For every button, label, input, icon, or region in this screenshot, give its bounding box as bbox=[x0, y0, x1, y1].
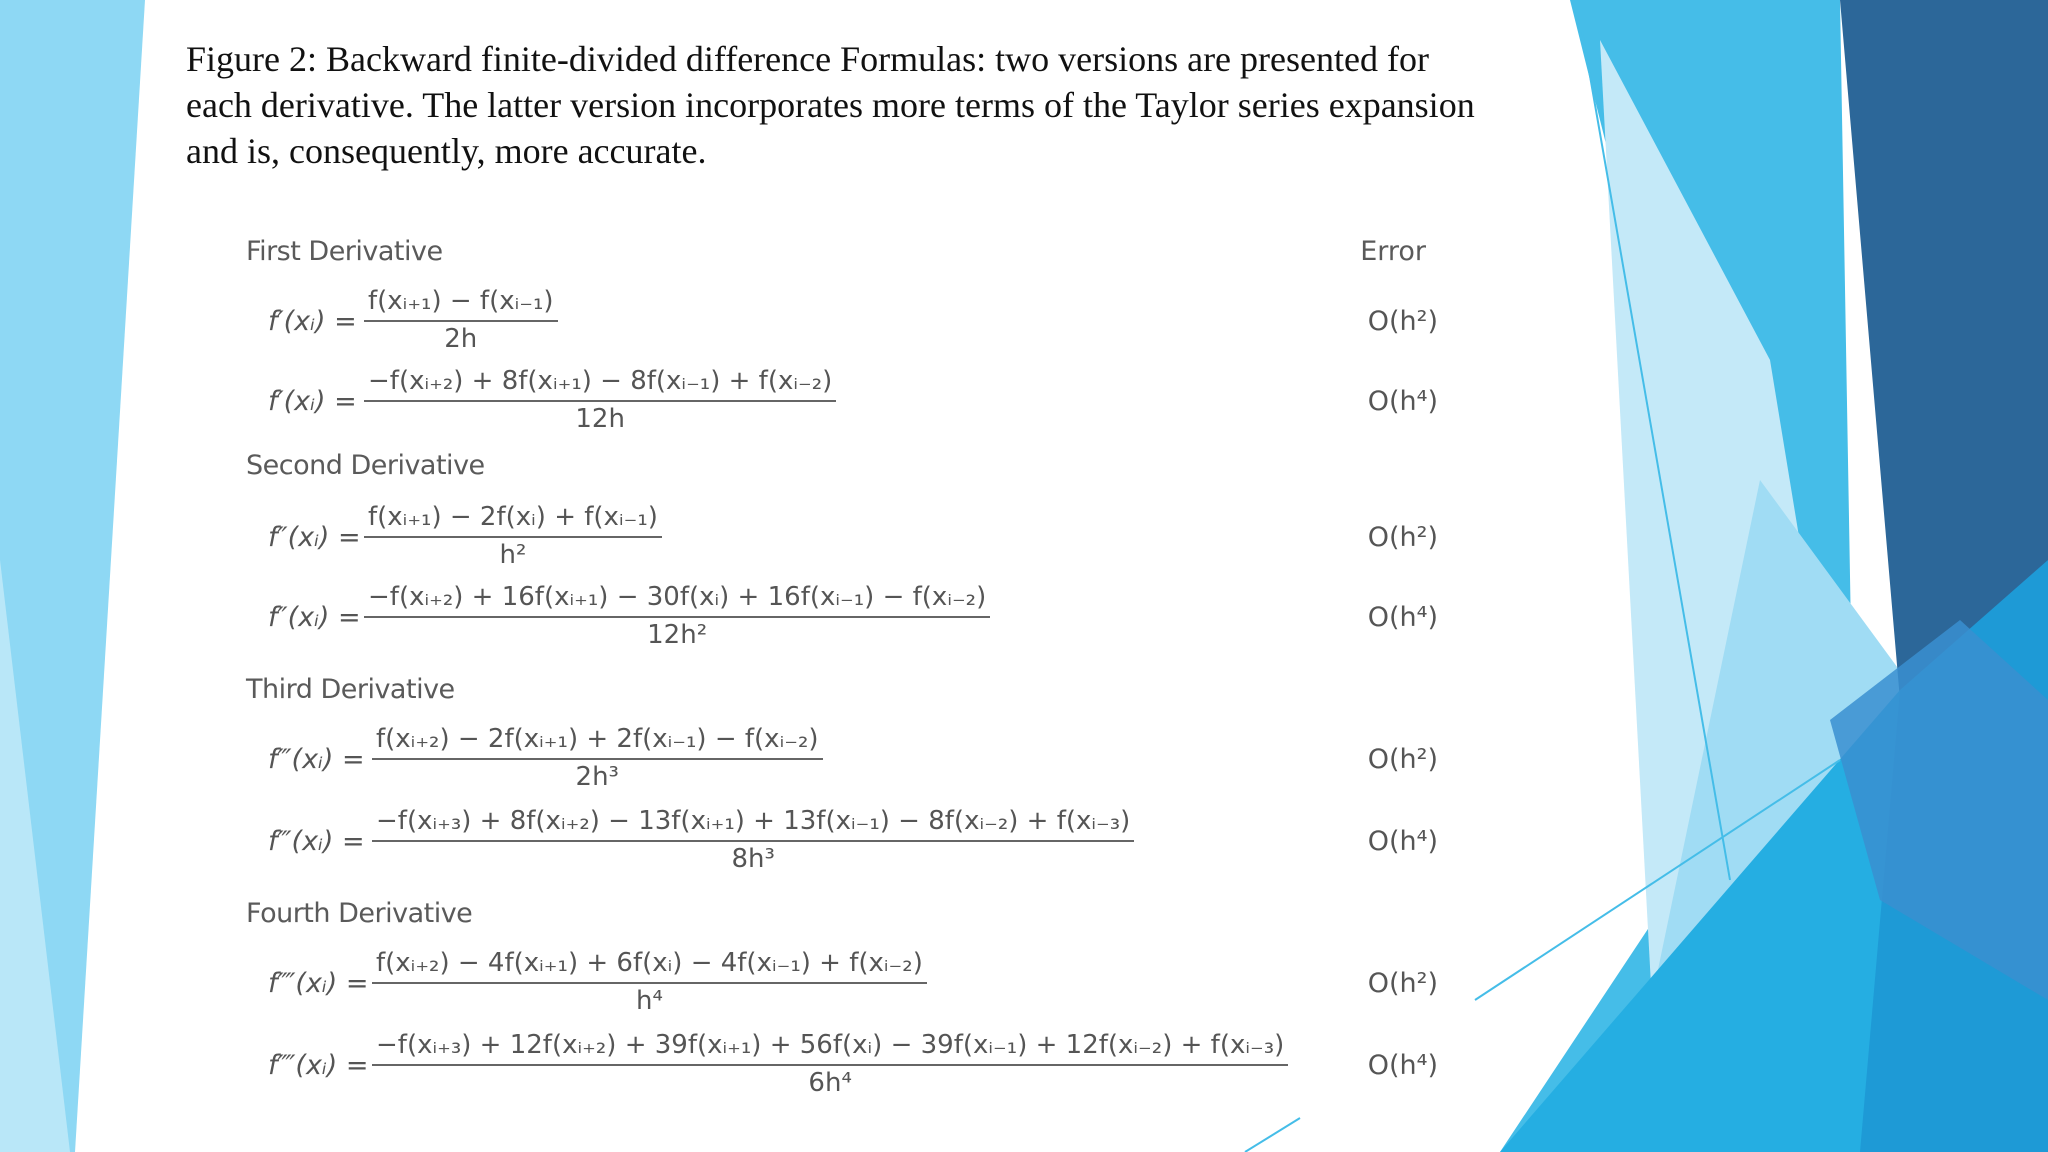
formula-error: O(h⁴) bbox=[1367, 826, 1438, 857]
formula-row bbox=[268, 724, 1438, 794]
formula-denominator: 2h³ bbox=[575, 762, 619, 792]
formula-lhs: f‴(xᵢ) = bbox=[268, 826, 365, 857]
formula-row bbox=[268, 502, 1438, 572]
formula-error: O(h⁴) bbox=[1367, 386, 1438, 417]
formula-row bbox=[268, 366, 1438, 436]
formula-numerator: −f(xᵢ₊₃) + 8f(xᵢ₊₂) − 13f(xᵢ₊₁) + 13f(xᵢ₋₁) − 8f(xᵢ₋₂) + f(xᵢ₋₃) bbox=[372, 806, 1134, 842]
formula-lhs: f′(xᵢ) = bbox=[268, 306, 357, 337]
formula-lhs: f⁗(xᵢ) = bbox=[268, 968, 369, 999]
formula-numerator: −f(xᵢ₊₃) + 12f(xᵢ₊₂) + 39f(xᵢ₊₁) + 56f(xᵢ) − 39f(xᵢ₋₁) + 12f(xᵢ₋₂) + f(xᵢ₋₃) bbox=[372, 1030, 1288, 1066]
formula-numerator: f(xᵢ₊₁) − f(xᵢ₋₁) bbox=[364, 286, 558, 322]
formula-lhs: f‴(xᵢ) = bbox=[268, 744, 365, 775]
section-title-second-derivative: Second Derivative bbox=[246, 450, 485, 481]
formula-lhs: f″(xᵢ) = bbox=[268, 602, 361, 633]
formula-numerator: −f(xᵢ₊₂) + 16f(xᵢ₊₁) − 30f(xᵢ) + 16f(xᵢ₋₁) − f(xᵢ₋₂) bbox=[364, 582, 990, 618]
formula-denominator: 2h bbox=[444, 324, 478, 354]
formula-row bbox=[268, 806, 1438, 876]
formula-denominator: 6h⁴ bbox=[808, 1068, 852, 1098]
formula-lhs: f′(xᵢ) = bbox=[268, 386, 357, 417]
figure-caption: Figure 2: Backward finite-divided difference Formulas: two versions are presented for each derivative. The latter version incorporates more terms of the Taylor series expansion and is, consequently, more accurate. bbox=[186, 39, 1475, 171]
error-column-header: Error bbox=[1360, 236, 1426, 267]
formula-lhs: f⁗(xᵢ) = bbox=[268, 1050, 369, 1081]
formula-error: O(h⁴) bbox=[1367, 602, 1438, 633]
formula-row bbox=[268, 286, 1438, 356]
section-title-third-derivative: Third Derivative bbox=[246, 674, 455, 705]
formula-denominator: h⁴ bbox=[635, 986, 663, 1016]
formula-fraction bbox=[372, 724, 823, 792]
formula-fraction bbox=[364, 502, 662, 570]
thin-line-3 bbox=[1245, 1118, 1300, 1152]
formula-fraction bbox=[364, 286, 558, 354]
formula-denominator: 12h bbox=[575, 404, 625, 434]
formula-fraction bbox=[372, 806, 1134, 874]
formula-fraction bbox=[364, 582, 990, 650]
formula-numerator: f(xᵢ₊₂) − 4f(xᵢ₊₁) + 6f(xᵢ) − 4f(xᵢ₋₁) + f(xᵢ₋₂) bbox=[372, 948, 927, 984]
formula-row bbox=[268, 1030, 1438, 1100]
formula-row bbox=[268, 582, 1438, 652]
formula-row bbox=[268, 948, 1438, 1018]
formula-error: O(h²) bbox=[1367, 306, 1438, 337]
formula-numerator: f(xᵢ₊₂) − 2f(xᵢ₊₁) + 2f(xᵢ₋₁) − f(xᵢ₋₂) bbox=[372, 724, 823, 760]
formula-denominator: 8h³ bbox=[731, 844, 775, 874]
formula-fraction bbox=[372, 1030, 1288, 1098]
section-title-first-derivative: First Derivative bbox=[246, 236, 443, 267]
formula-error: O(h²) bbox=[1367, 522, 1438, 553]
formula-fraction bbox=[372, 948, 927, 1016]
formula-error: O(h²) bbox=[1367, 968, 1438, 999]
formula-table bbox=[246, 228, 1466, 1108]
formula-denominator: 12h² bbox=[647, 620, 708, 650]
formula-denominator: h² bbox=[499, 540, 527, 570]
formula-fraction bbox=[364, 366, 836, 434]
formula-numerator: f(xᵢ₊₁) − 2f(xᵢ) + f(xᵢ₋₁) bbox=[364, 502, 662, 538]
section-title-fourth-derivative: Fourth Derivative bbox=[246, 898, 473, 929]
formula-numerator: −f(xᵢ₊₂) + 8f(xᵢ₊₁) − 8f(xᵢ₋₁) + f(xᵢ₋₂) bbox=[364, 366, 836, 402]
formula-error: O(h²) bbox=[1367, 744, 1438, 775]
formula-error: O(h⁴) bbox=[1367, 1050, 1438, 1081]
formula-lhs: f″(xᵢ) = bbox=[268, 522, 361, 553]
